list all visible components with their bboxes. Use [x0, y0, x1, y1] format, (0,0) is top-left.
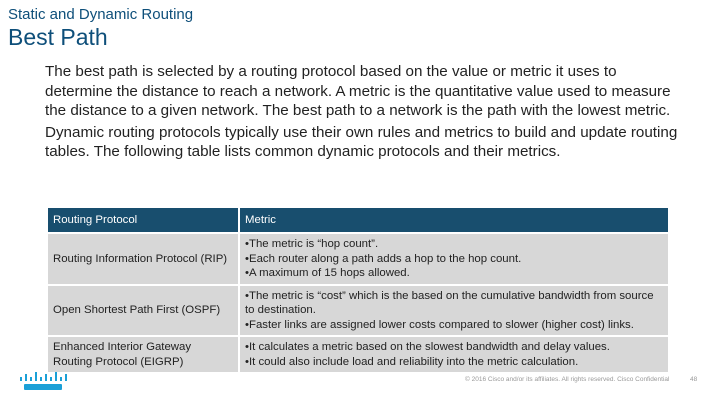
body-text: [45, 62, 685, 164]
metric-cell: [239, 336, 668, 372]
header-metric: Metric: [239, 208, 668, 233]
protocol-cell: Enhanced Interior Gateway Routing Protocol (EIGRP): [48, 336, 239, 372]
metric-bullet: •Each router along a path adds a hop to the hop count.: [245, 252, 522, 265]
metric-bullet: •The metric is “cost” which is the based on the cumulative bandwidth from source to destination.: [245, 289, 654, 316]
header-routing-protocol: Routing Protocol: [48, 208, 239, 233]
table-row: [48, 233, 668, 285]
table-header-row: [48, 208, 668, 233]
table-row: [48, 285, 668, 337]
protocol-cell: Open Shortest Path First (OSPF): [48, 285, 239, 337]
footer-copyright: © 2016 Cisco and/or its affiliates. All rights reserved. Cisco Confidential: [465, 376, 670, 383]
cisco-logo-icon: [18, 372, 70, 392]
metric-bullet: •It could also include load and reliability into the metric calculation.: [245, 355, 579, 368]
metric-bullet: •It calculates a metric based on the slowest bandwidth and delay values.: [245, 341, 610, 353]
table-row: [48, 336, 668, 372]
metric-bullet: •The metric is “hop count”.: [245, 238, 379, 250]
routing-metrics-table: [48, 208, 668, 372]
page-number: 48: [690, 376, 698, 383]
slide-title: Best Path: [8, 24, 108, 50]
metric-bullet: •A maximum of 15 hops allowed.: [245, 267, 410, 279]
slide-subtitle: Static and Dynamic Routing: [8, 6, 194, 23]
metric-cell: [239, 233, 668, 285]
body-paragraph: The best path is selected by a routing protocol based on the value or metric it uses to determine the distance to reach a network. A metric is the quantitative value used to measure the distance to a given network. The best path to a network is the path with the lowest metric.: [45, 63, 671, 119]
body-paragraph: Dynamic routing protocols typically use their own rules and metrics to build and update routing tables. The following table lists common dynamic protocols and their metrics.: [45, 123, 678, 160]
protocol-cell: Routing Information Protocol (RIP): [48, 233, 239, 285]
metric-bullet: •Faster links are assigned lower costs compared to slower (higher cost) links.: [245, 318, 634, 331]
metric-cell: [239, 285, 668, 337]
